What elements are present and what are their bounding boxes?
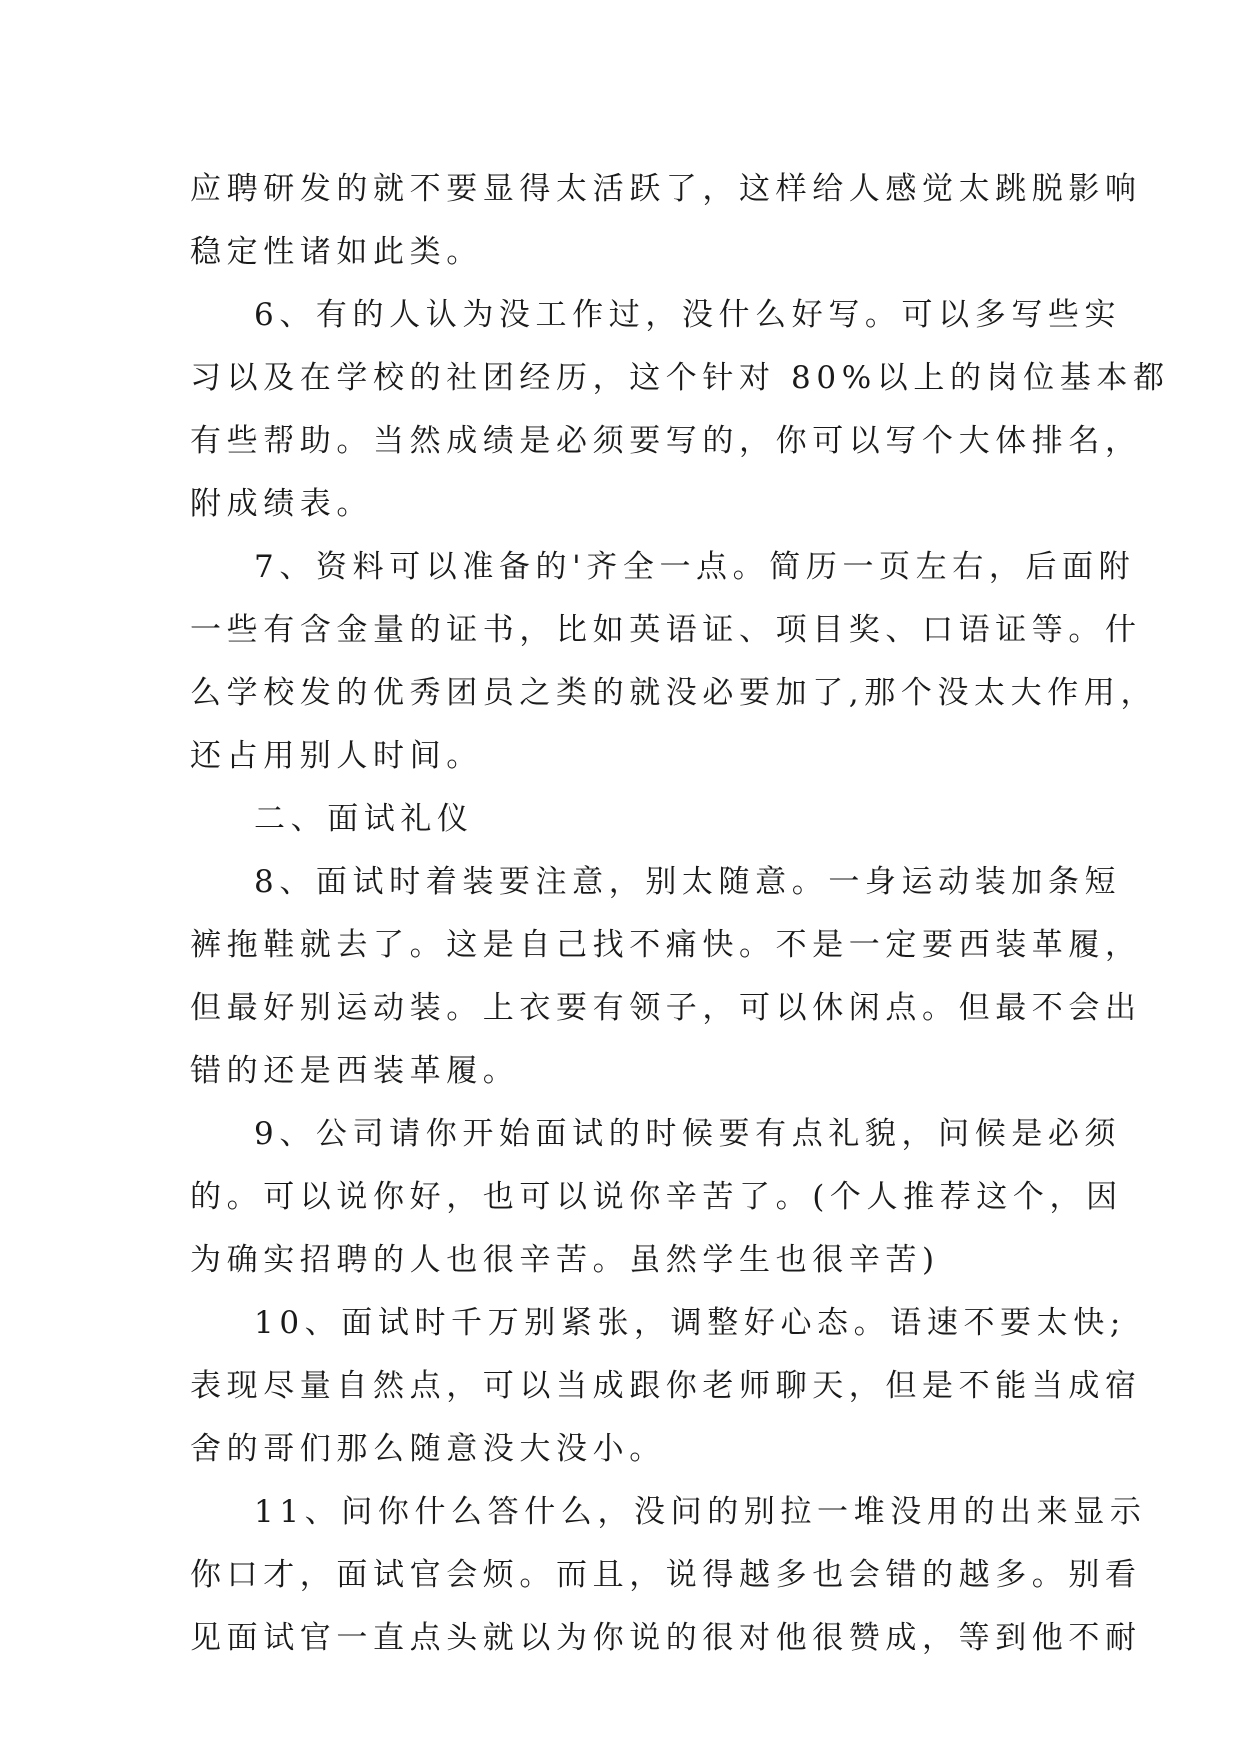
text-line: 10、面试时千万别紧张，调整好心态。语速不要太快;: [254, 1305, 1126, 1341]
text-line: 见面试官一直点头就以为你说的很对他很赞成，等到他不耐: [190, 1620, 1142, 1656]
text-line: 表现尽量自然点，可以当成跟你老师聊天，但是不能当成宿: [190, 1368, 1142, 1404]
text-line: 你口才，面试官会烦。而且，说得越多也会错的越多。别看: [190, 1557, 1142, 1593]
document-body: [190, 158, 1170, 1670]
text-line: 但最好别运动装。上衣要有领子，可以休闲点。但最不会出: [190, 990, 1142, 1026]
text-line: 么学校发的优秀团员之类的就没必要加了,那个没太大作用，: [190, 675, 1158, 711]
text-line: 稳定性诸如此类。: [190, 234, 483, 270]
text-line: 的。可以说你好，也可以说你辛苦了。(个人推荐这个，因: [190, 1179, 1123, 1215]
text-line: 裤拖鞋就去了。这是自己找不痛快。不是一定要西装革履，: [190, 927, 1142, 963]
text-line: 9、公司请你开始面试的时候要有点礼貌，问候是必须: [254, 1116, 1122, 1152]
text-line: 11、问你什么答什么，没问的别拉一堆没用的出来显示: [254, 1494, 1147, 1530]
text-line: 错的还是西装革履。: [190, 1053, 520, 1089]
text-line: 附成绩表。: [190, 486, 373, 522]
text-line: 一些有含金量的证书，比如英语证、项目奖、口语证等。什: [190, 612, 1142, 648]
text-line: 还占用别人时间。: [190, 738, 483, 774]
text-line: 习以及在学校的社团经历，这个针对 80%以上的岗位基本都: [190, 360, 1170, 396]
text-line: 为确实招聘的人也很辛苦。虽然学生也很辛苦): [190, 1242, 940, 1278]
text-line: 应聘研发的就不要显得太活跃了，这样给人感觉太跳脱影响: [190, 171, 1142, 207]
text-line: 6、有的人认为没工作过，没什么好写。可以多写些实: [254, 297, 1122, 333]
text-line: 8、面试时着装要注意，别太随意。一身运动装加条短: [254, 864, 1122, 900]
text-line: 舍的哥们那么随意没大没小。: [190, 1431, 666, 1467]
text-line: 7、资料可以准备的'齐全一点。简历一页左右，后面附: [254, 549, 1136, 585]
section-heading: 二、面试礼仪: [254, 801, 474, 837]
text-line: 有些帮助。当然成绩是必须要写的，你可以写个大体排名，: [190, 423, 1142, 459]
